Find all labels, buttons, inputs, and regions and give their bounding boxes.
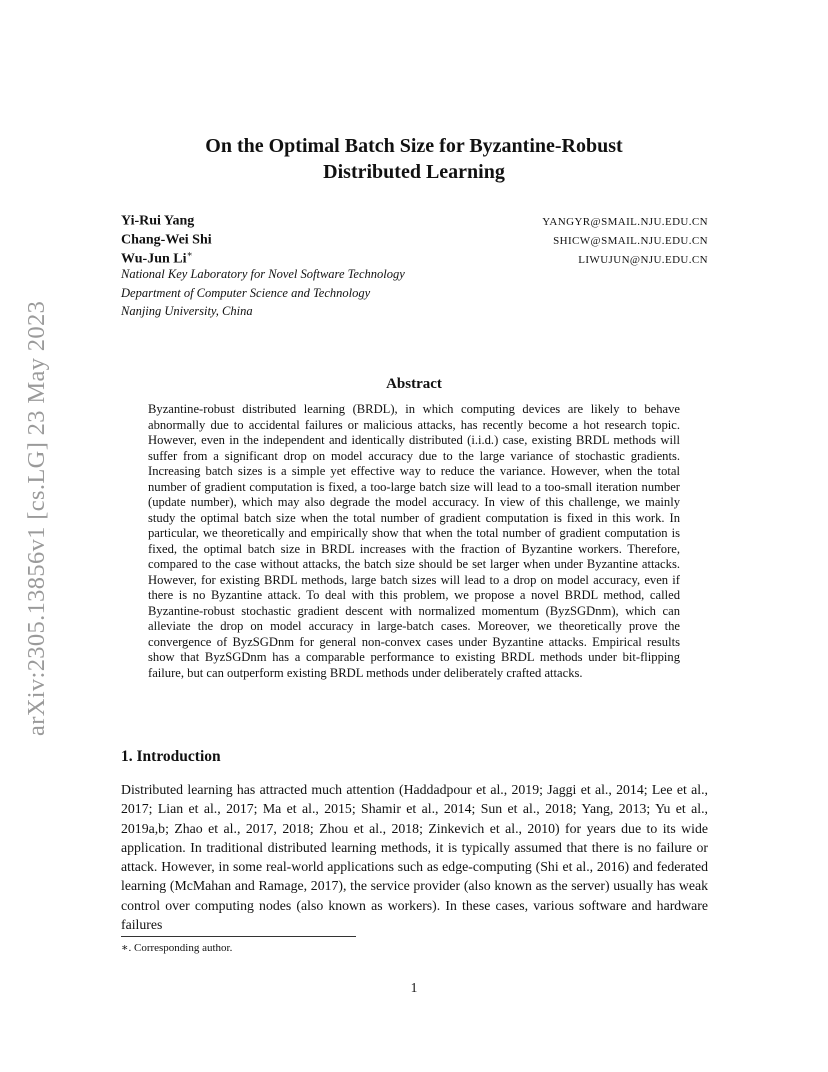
- affiliation-line: Nanjing University, China: [121, 304, 253, 318]
- abstract-text: Byzantine-robust distributed learning (BRDL), in which computing devices are likely to behave abnormally due to accidental failures or malicious attacks, has recently become a hot research topic. However, even in the independent and identically distributed (i.i.d.) case, existing BRDL methods will suffer from a significant drop on model accuracy due to the large variance of stochastic gradients. Increasing batch sizes is a simple yet effective way to reduce the variance. However, when the total number of gradient computation is fixed, a too-large batch size will lead to a too-small iteration number (update number), which may also degrade the model accuracy. In view of this challenge, we mainly study the optimal batch size when the total number of gradient computation is fixed in this work. In particular, we theoretically and empirically show that when the total number of gradient computation is fixed, the optimal batch size in BRDL increases with the fraction of Byzantine workers. Therefore, compared to the case without attacks, the batch size should be set larger when under Byzantine attacks. However, for existing BRDL methods, large batch sizes will lead to a drop on model accuracy, even if there is no Byzantine attack. To deal with this problem, we propose a novel BRDL method, called Byzantine-robust stochastic gradient descent with normalized momentum (ByzSGDnm), which can alleviate the drop on model accuracy in large-batch cases. Moreover, we theoretically prove the convergence of ByzSGDnm for general non-convex cases under Byzantine attacks. Empirical results show that ByzSGDnm has a comparable performance to existing BRDL methods under bit-flipping failure, but can outperform existing BRDL methods under deliberately crafted attacks.: [148, 402, 680, 680]
- author-email: SHICW@SMAIL.NJU.EDU.CN: [553, 234, 708, 247]
- author-email: LIWUJUN@NJU.EDU.CN: [578, 253, 708, 266]
- author-block: [121, 207, 708, 321]
- affiliation-line: National Key Laboratory for Novel Software Technology: [121, 267, 405, 281]
- page-number: 1: [410, 980, 418, 995]
- affiliation-line: Department of Computer Science and Technology: [121, 285, 371, 300]
- footnote-divider: [121, 936, 356, 937]
- arxiv-identifier-stamp: [20, 250, 54, 736]
- section-heading: 1. Introduction: [121, 748, 221, 765]
- author-email: YANGYR@SMAIL.NJU.EDU.CN: [542, 215, 708, 228]
- author-name: Chang-Wei Shi: [121, 232, 212, 248]
- introduction-paragraph: Distributed learning has attracted much attention (Haddadpour et al., 2019; Jaggi et al., 2014; Lee et al., 2017; Lian et al., 2017; Ma et al., 2015; Shamir et al., 2014; Sun et al., 2018; Yang, 2013; Yu et al., 2019a,b; Zhao et al., 2017, 2018; Zhou et al., 2018; Zinkevich et al., 2010) for years due to its wide application. In traditional distributed learning methods, it is typically assumed that there is no failure or attack. However, in some real-world applications such as edge-computing (Shi et al., 2016) and federated learning (McMahan and Ramage, 2017), the service provider (also known as the server) usually has weak control over computing nodes (also known as workers). In these cases, various software and hardware failures: [121, 782, 708, 933]
- affiliation-block: [121, 265, 708, 321]
- abstract-heading: Abstract: [386, 376, 442, 392]
- arxiv-identifier-text: arXiv:2305.13856v1 [cs.LG] 23 May 2023: [23, 300, 50, 736]
- author-name: Wu-Jun Li∗: [121, 249, 193, 267]
- footnote: ∗. Corresponding author.: [121, 942, 233, 954]
- author-name: Yi-Rui Yang: [121, 213, 195, 229]
- paper-title-line-2: Distributed Learning: [323, 161, 505, 183]
- paper-title-line-1: On the Optimal Batch Size for Byzantine-Robust: [205, 135, 623, 157]
- author-row: [121, 207, 708, 229]
- corresponding-author-mark: ∗: [186, 249, 193, 259]
- paper-title: [120, 133, 708, 185]
